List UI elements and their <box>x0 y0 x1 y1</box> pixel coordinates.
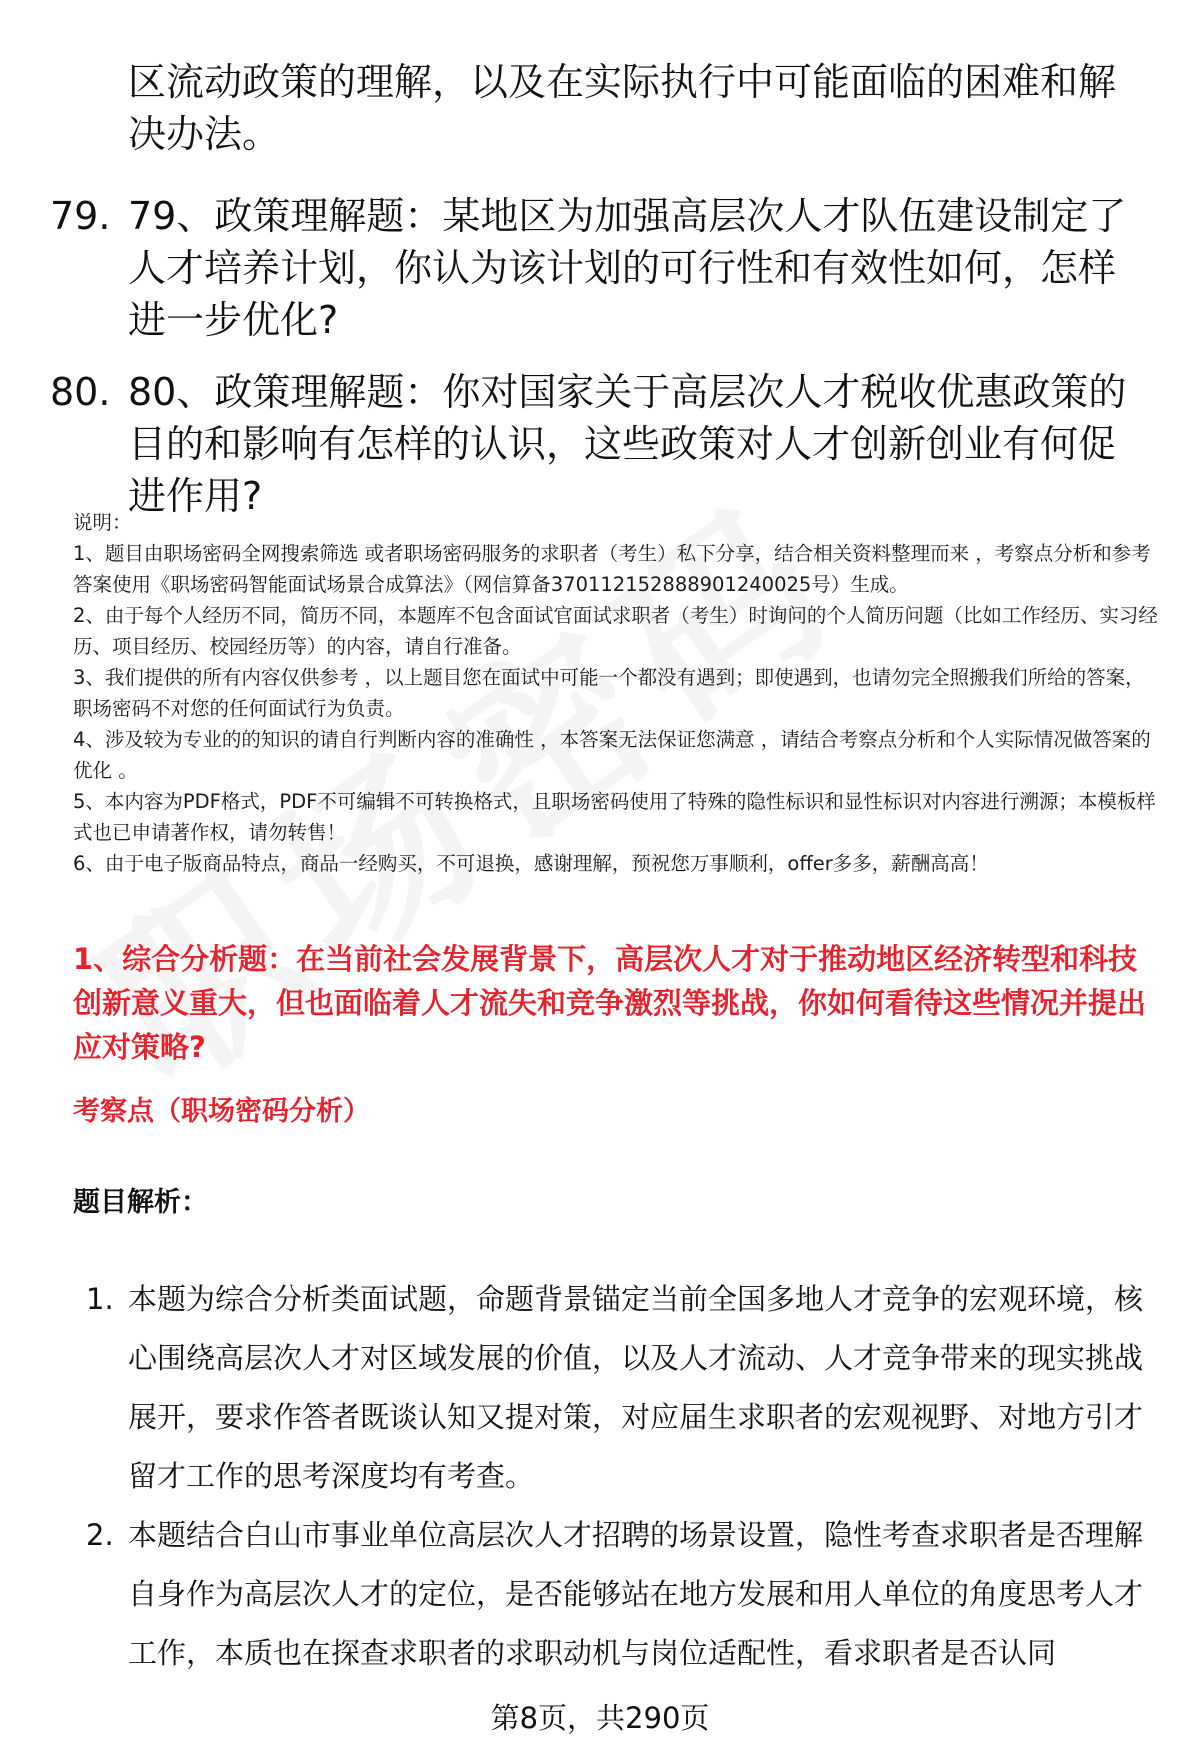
notes-section <box>73 507 1163 879</box>
question-text: 79、政策理解题：某地区为加强高层次人才队伍建设制定了人才培养计划，你认为该计划的可行性和有效性如何，怎样进一步优化? <box>128 194 1127 342</box>
main-question: 1、综合分析题：在当前社会发展背景下，高层次人才对于推动地区经济转型和科技创新意义重大，但也面临着人才流失和竞争激烈等挑战，你如何看待这些情况并提出应对策略? <box>73 942 1147 1064</box>
note-item: 4、涉及较为专业的的知识的请自行判断内容的准确性 ，本答案无法保证您满意 ，请结合考察点分析和个人实际情况做答案的优化 。 <box>73 728 1151 782</box>
question-item-79 <box>50 190 1140 346</box>
analysis-heading: 题目解析： <box>73 1187 208 1218</box>
note-item: 2、由于每个人经历不同，简历不同，本题库不包含面试官面试求职者（考生）时询问的个人简历问题（比如工作经历、实习经历、项目经历、校园经历等）的内容，请自行准备。 <box>73 604 1158 658</box>
analysis-list <box>78 1270 1148 1683</box>
analysis-item-2 <box>78 1506 1148 1683</box>
analysis-item-number: 2. <box>86 1518 114 1552</box>
exam-point-heading: 考察点（职场密码分析） <box>73 1096 370 1127</box>
note-item: 5、本内容为PDF格式，PDF不可编辑不可转换格式，且职场密码使用了特殊的隐性标识和显性标识对内容进行溯源；本模板样式也已申请著作权，请勿转售！ <box>73 790 1156 844</box>
note-item: 1、题目由职场密码全网搜索筛选 或者职场密码服务的求职者（考生）私下分享，结合相关资料整理而来 ，考察点分析和参考答案使用《职场密码智能面试场景合成算法》（网信算备370112152888901240025号）生成。 <box>73 542 1151 596</box>
question-number: 80. <box>50 370 111 414</box>
analysis-item-text: 本题结合白山市事业单位高层次人才招聘的场景设置，隐性考查求职者是否理解自身作为高层次人才的定位，是否能够站在地方发展和用人单位的角度思考人才工作，本质也在探查求职者的求职动机与岗位适配性，看求职者是否认同 <box>128 1518 1144 1670</box>
previous-question-continuation: 区流动政策的理解，以及在实际执行中可能面临的困难和解决办法。 <box>128 60 1117 156</box>
note-item: 3、我们提供的所有内容仅供参考 ，以上题目您在面试中可能一个都没有遇到；即使遇到，也请勿完全照搬我们所给的答案，职场密码不对您的任何面试行为负责。 <box>73 666 1145 720</box>
question-number: 79. <box>50 194 111 238</box>
analysis-item-number: 1. <box>86 1282 114 1316</box>
analysis-item-1 <box>78 1270 1148 1506</box>
note-item: 6、由于电子版商品特点，商品一经购买，不可退换，感谢理解，预祝您万事顺利，offer多多，薪酬高高！ <box>73 852 989 875</box>
notes-title: 说明： <box>73 511 132 534</box>
page-footer: 第8页，共290页 <box>490 1701 710 1735</box>
question-item-80 <box>50 366 1140 522</box>
analysis-item-text: 本题为综合分析类面试题，命题背景锚定当前全国多地人才竞争的宏观环境，核心围绕高层次人才对区域发展的价值，以及人才流动、人才竞争带来的现实挑战展开，要求作答者既谈认知又提对策，对应届生求职者的宏观视野、对地方引才留才工作的思考深度均有考查。 <box>128 1282 1144 1493</box>
question-text: 80、政策理解题：你对国家关于高层次人才税收优惠政策的目的和影响有怎样的认识，这些政策对人才创新创业有何促进作用? <box>128 370 1127 518</box>
